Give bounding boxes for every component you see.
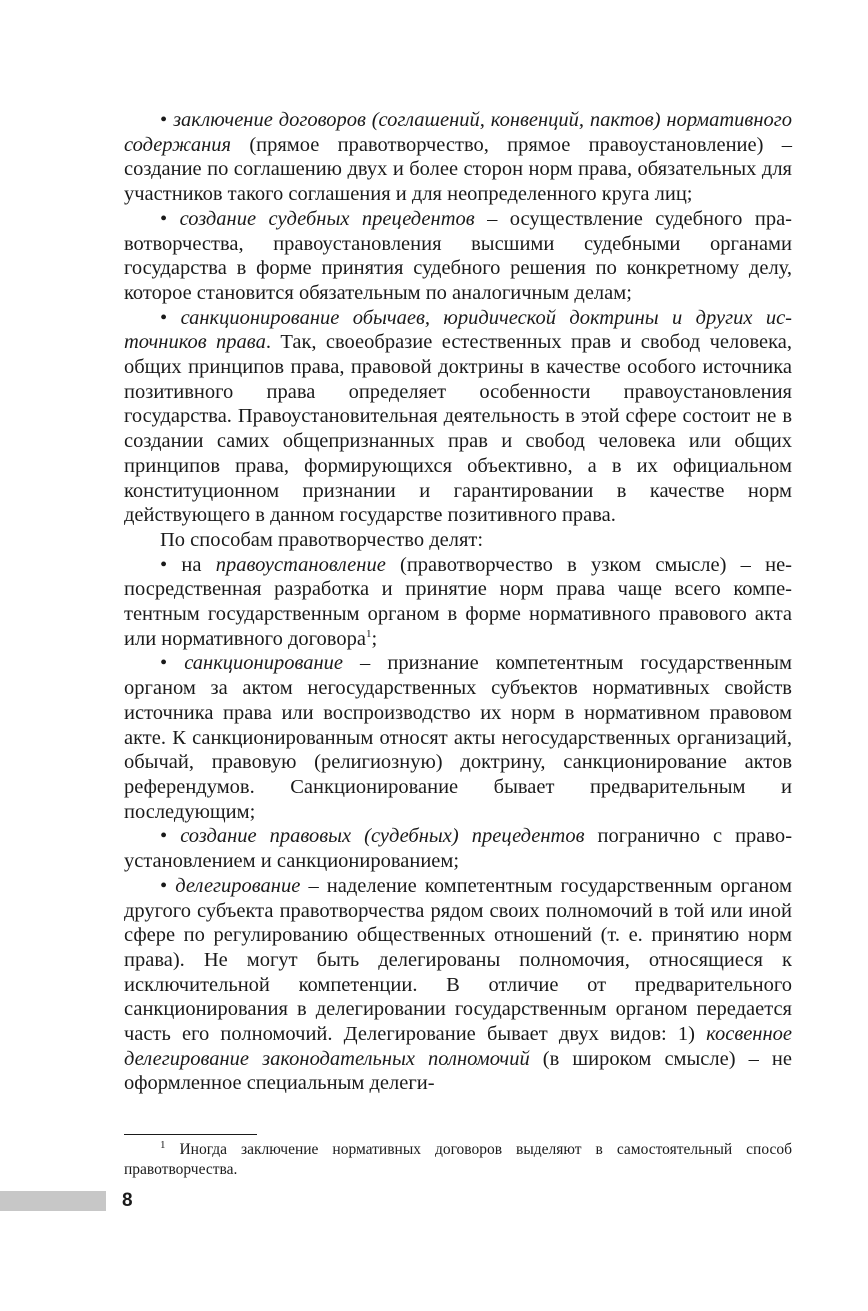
term: косвенное делегирование законодательных полномочий bbox=[124, 1023, 792, 1070]
bullet: • bbox=[160, 109, 168, 131]
bullet: • bbox=[160, 306, 168, 329]
page-number: 8 bbox=[122, 1190, 133, 1211]
page-body bbox=[124, 108, 792, 1096]
paragraph-text: (правотворчество в узком смысле) – непосредственная разработка и принятие норм права чаще всего компетентным государственным органом в форме нормативного правового акта или нормативного договора bbox=[124, 553, 792, 650]
term: заключение договоров (соглашений, конвенций, пактов) нормативного содержания bbox=[124, 109, 792, 156]
bullet: • bbox=[160, 874, 168, 897]
paragraph-8 bbox=[124, 874, 792, 1096]
bullet: • bbox=[160, 553, 168, 576]
footnote-divider bbox=[124, 1134, 257, 1135]
term: санкционирование обычаев, юридической доктрины и других источников права bbox=[124, 306, 792, 354]
paragraph-text: (прямое правотворчество, прямое правоустановление) – создание по соглашению двух и более сторон норм права, обязательных для участников такого соглашения и для неопределенного круга лиц; bbox=[124, 133, 792, 206]
paragraph-7 bbox=[124, 824, 792, 873]
paragraph-text: – осуществление судебного правотворчества, правоустановления высшими судебными органами государства в форме принятия судебного решения по конкретному делу, которое становится обязательным по аналогичным делам; bbox=[124, 207, 792, 304]
bullet: • bbox=[160, 652, 168, 675]
paragraph-prefix: на bbox=[181, 553, 216, 576]
paragraph-text: . Так, своеобразие естественных прав и свобод человека, общих принципов права, правовой доктрины в качестве особого источника позитивного права определяет особенности правоустановления государства. Правоустановительная деятельность в этой сфере состоит не в создании самих общепризнанных прав и свобод человека или общих принципов права, формирующихся объективно, а в их официальном конституционном признании и гарантировании в качестве норм действующего в данном государстве позитивного права. bbox=[124, 331, 792, 527]
bullet: • bbox=[160, 825, 168, 848]
paragraph-4 bbox=[124, 528, 792, 553]
page-number-bar bbox=[0, 1191, 106, 1211]
paragraph-3 bbox=[124, 306, 792, 528]
footnote-text: Иногда заключение нормативных договоров выделяют в самостоятельный способ правотворчества. bbox=[124, 1141, 792, 1178]
paragraph-2 bbox=[124, 207, 792, 306]
paragraph-text: – признание компетентным государственным органом за актом негосударственных субъектов нормативных свойств источника права или воспроизводство их норм в нормативном правовом акте. К санкционированным относят акты негосударственных организаций, обычай, правовую (религиозную) доктрину, санкционирование актов референдумов. Санкционирование бывает предварительным и последующим; bbox=[124, 652, 792, 823]
paragraph-5 bbox=[124, 553, 792, 652]
paragraph-6 bbox=[124, 651, 792, 824]
term: санкционирование bbox=[184, 652, 344, 675]
footnote-mark: 1 bbox=[160, 1138, 166, 1151]
footnote-reference[interactable]: 1 bbox=[365, 627, 372, 640]
term: создание правовых (судебных) прецедентов bbox=[180, 825, 585, 848]
paragraph-text: погранично с правоустановлением и санкционированием; bbox=[124, 825, 793, 873]
bullet: • bbox=[160, 207, 168, 230]
paragraph-1 bbox=[124, 108, 792, 207]
paragraph-suffix: ; bbox=[371, 627, 378, 650]
term: делегирование bbox=[175, 874, 301, 897]
footnote bbox=[124, 1140, 792, 1180]
paragraph-suffix: (в широком смысле) – не оформленное специальным делеги- bbox=[124, 1047, 792, 1095]
term: создание судебных прецедентов bbox=[179, 207, 475, 230]
paragraph-text: По способам правотворчество делят: bbox=[160, 528, 484, 551]
term: правоустановление bbox=[215, 553, 386, 576]
paragraph-text: – наделение компетентным государственным органом другого субъекта правотворчества рядом своих полномочий в той или иной сфере по регулированию общественных отношений (т. е. принятию норм права). Не могут быть делегированы полномочия, относящиеся к исключительной компетенции. В отличие от предварительного санкционирования в делегировании государственным органом передается часть его полномочий. Делегирование бывает двух видов: 1) bbox=[124, 874, 793, 1046]
